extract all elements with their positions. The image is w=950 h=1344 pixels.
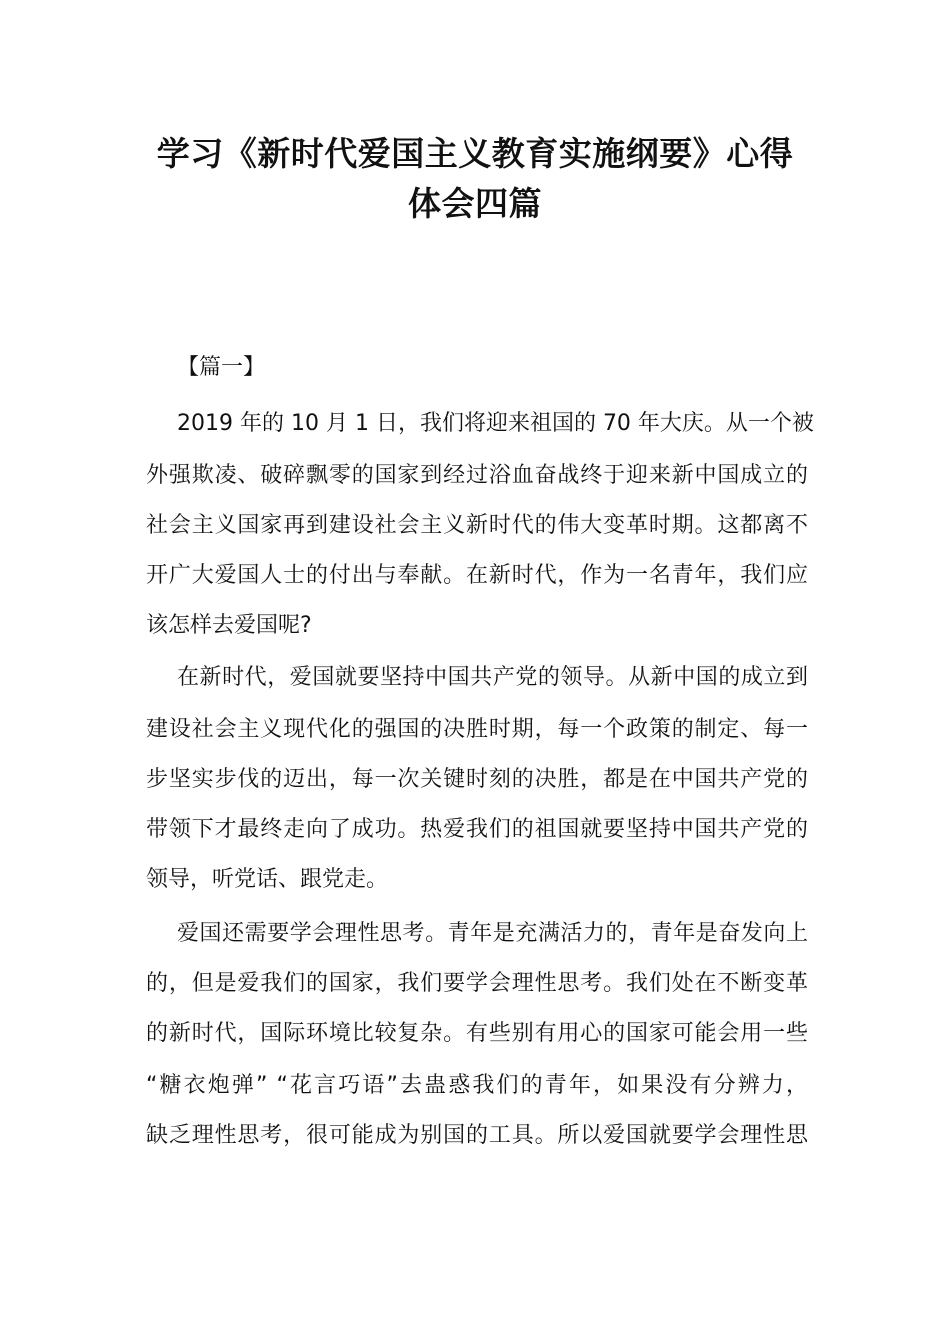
paragraph-line: 带领下才最终走向了成功。热爱我们的祖国就要坚持中国共产党的 <box>146 817 808 842</box>
section-heading: 【篇一】 <box>177 355 266 380</box>
paragraph-line: 步坚实步伐的迈出，每一次关键时刻的决胜，都是在中国共产党的 <box>146 767 808 792</box>
paragraph-line: 缺乏理性思考，很可能成为别国的工具。所以爱国就要学会理性思 <box>146 1123 808 1148</box>
paragraph-line: 在新时代，爱国就要坚持中国共产党的领导。从新中国的成立到 <box>177 665 808 690</box>
paragraph-line: 外强欺凌、破碎飘零的国家到经过浴血奋战终于迎来新中国成立的 <box>146 463 808 488</box>
document-title-continued: 体会四篇 <box>408 184 542 223</box>
paragraph-line: 的，但是爱我们的国家，我们要学会理性思考。我们处在不断变革 <box>146 971 808 996</box>
paragraph-line: 该怎样去爱国呢? <box>146 613 312 638</box>
paragraph-line: 的新时代，国际环境比较复杂。有些别有用心的国家可能会用一些 <box>146 1021 808 1046</box>
paragraph-line: 领导，听党话、跟党走。 <box>146 867 389 892</box>
paragraph-line: 建设社会主义现代化的强国的决胜时期，每一个政策的制定、每一 <box>146 717 808 742</box>
paragraph-line: 2019 年的 10 月 1 日，我们将迎来祖国的 70 年大庆。从一个被 <box>177 411 814 436</box>
document-title: 学习《新时代爱国主义教育实施纲要》心得 <box>156 134 794 173</box>
paragraph-line: 开广大爱国人士的付出与奉献。在新时代，作为一名青年，我们应 <box>146 563 808 588</box>
paragraph-line: 社会主义国家再到建设社会主义新时代的伟大变革时期。这都离不 <box>146 513 808 538</box>
paragraph-line: 爱国还需要学会理性思考。青年是充满活力的，青年是奋发向上 <box>177 921 808 946</box>
paragraph-line: “糖衣炮弹” “花言巧语”去蛊惑我们的青年，如果没有分辨力， <box>146 1073 808 1098</box>
